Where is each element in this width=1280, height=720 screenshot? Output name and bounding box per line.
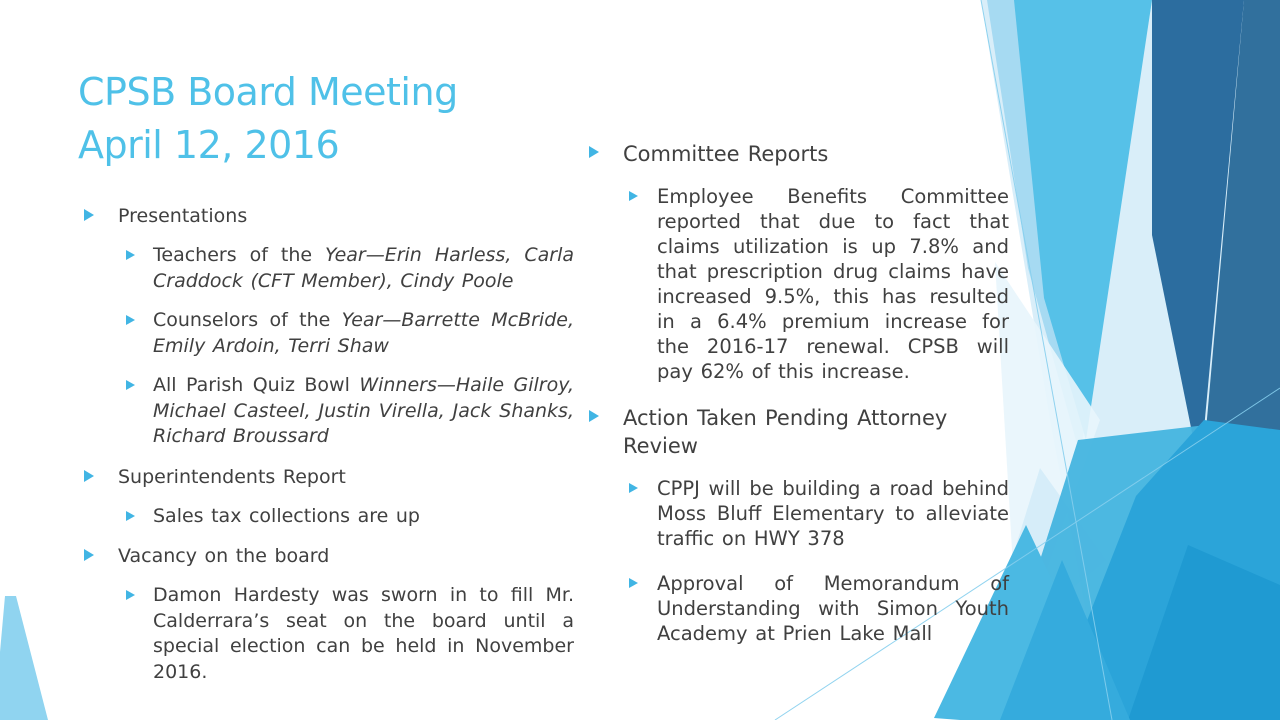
- bullet-text: Presentations: [118, 205, 248, 227]
- bullet-triangle-icon: [126, 380, 135, 390]
- slide-title-line2: April 12, 2016: [78, 123, 340, 167]
- left-bullet-column: [80, 203, 574, 699]
- bullet-text: Committee Reports: [623, 142, 829, 166]
- bullet-item: [80, 464, 574, 490]
- slide-title: [78, 66, 458, 172]
- bullet-item: [126, 243, 574, 294]
- bullet-text: Counselors of the Year—Barrette McBride, Emily Ardoin, Terri Shaw: [153, 309, 574, 357]
- bullet-text: Employee Benefits Committee reported that due to fact that claims utilization is up 7.8% and that prescription drug claims have increased 9.5%, this has resulted in a 6.4% premium increase for the 2016-17 renewal. CPSB will pay 62% of this increase.: [657, 185, 1009, 383]
- bullet-triangle-icon: [84, 470, 94, 482]
- bullet-text: All Parish Quiz Bowl Winners—Haile Gilroy, Michael Casteel, Justin Virella, Jack Shanks, Richard Broussard: [153, 374, 575, 447]
- slide-title-line1: CPSB Board Meeting: [78, 70, 458, 114]
- bullet-triangle-icon: [126, 250, 135, 260]
- bullet-item: [126, 583, 574, 685]
- bullet-triangle-icon: [126, 511, 135, 521]
- bullet-triangle-icon: [589, 146, 599, 158]
- bullet-item: [80, 543, 574, 569]
- bullet-text: Approval of Memorandum of Understanding with Simon Youth Academy at Prien Lake Mall: [657, 572, 1009, 645]
- bullet-item: [629, 184, 1017, 384]
- bullet-text: Superintendents Report: [118, 465, 346, 488]
- bullet-triangle-icon: [126, 590, 135, 600]
- bullet-item: [126, 504, 574, 530]
- bullet-item: [585, 404, 1017, 460]
- right-bullet-column: [585, 140, 1017, 666]
- bullet-triangle-icon: [84, 549, 94, 561]
- bullet-text: Teachers of the Year—Erin Harless, Carla Craddock (CFT Member), Cindy Poole: [153, 244, 574, 292]
- bullet-text: CPPJ will be building a road behind Moss Bluff Elementary to alleviate traffic on HWY 378: [657, 477, 1009, 550]
- bullet-item: [126, 308, 574, 359]
- bullet-item: [629, 476, 1017, 551]
- bullet-triangle-icon: [629, 578, 638, 588]
- bullet-item: [629, 571, 1017, 646]
- bullet-triangle-icon: [84, 209, 94, 221]
- bullet-text: Action Taken Pending Attorney Review: [623, 406, 948, 458]
- bullet-text: Vacancy on the board: [118, 545, 330, 567]
- bullet-triangle-icon: [589, 410, 599, 422]
- bullet-text: Damon Hardesty was sworn in to fill Mr. Calderrara’s seat on the board until a special election can be held in November 2016.: [153, 584, 574, 683]
- bullet-item: [585, 140, 1017, 168]
- bullet-triangle-icon: [629, 483, 638, 493]
- bullet-text: Sales tax collections are up: [153, 504, 420, 527]
- bullet-triangle-icon: [629, 191, 638, 201]
- bullet-item: [126, 373, 574, 450]
- bullet-item: [80, 203, 574, 229]
- bullet-triangle-icon: [126, 315, 135, 325]
